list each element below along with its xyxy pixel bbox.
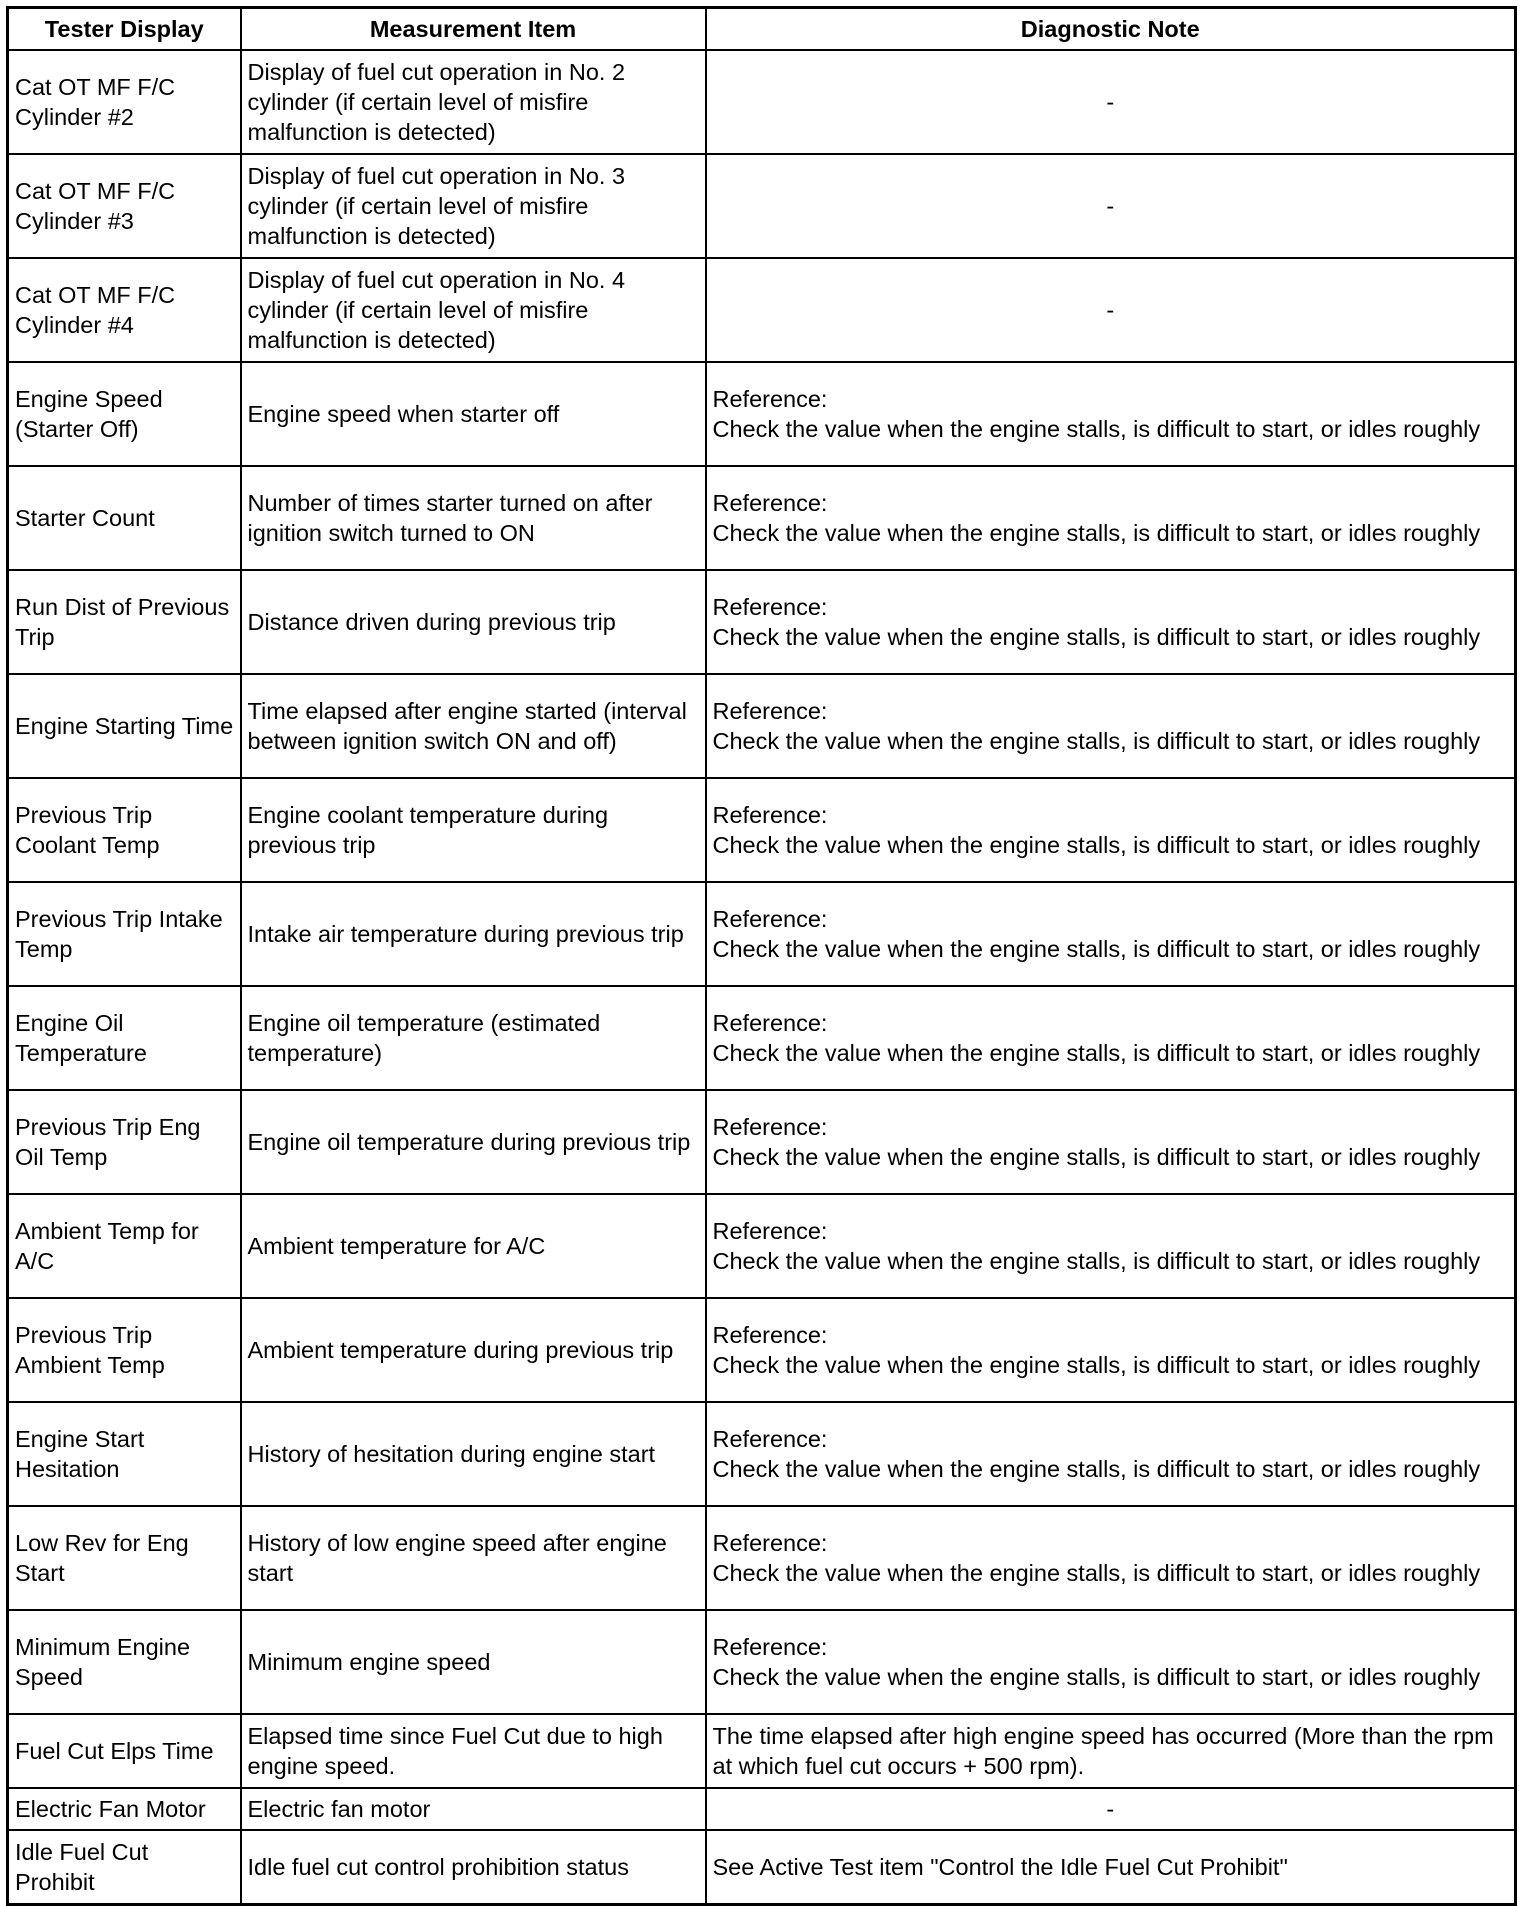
cell-diagnostic-note: - [706, 258, 1516, 362]
cell-diagnostic-note [706, 1090, 1516, 1194]
cell-diagnostic-note: - [706, 1788, 1516, 1830]
cell-tester-display: Fuel Cut Elps Time [8, 1714, 241, 1788]
table-row [8, 154, 1516, 258]
header-tester-display: Tester Display [8, 8, 241, 51]
cell-measurement-item: Intake air temperature during previous trip [241, 882, 706, 986]
cell-measurement-item: Display of fuel cut operation in No. 2 cylinder (if certain level of misfire malfunction is detected) [241, 50, 706, 154]
table-row [8, 1298, 1516, 1402]
reference-label: Reference: [712, 906, 828, 932]
cell-measurement-item: Minimum engine speed [241, 1610, 706, 1714]
table-row [8, 1714, 1516, 1788]
table-row [8, 674, 1516, 778]
reference-label: Reference: [712, 698, 828, 724]
cell-tester-display: Minimum Engine Speed [8, 1610, 241, 1714]
reference-label: Reference: [712, 386, 828, 412]
cell-diagnostic-note [706, 1402, 1516, 1506]
cell-measurement-item: Engine speed when starter off [241, 362, 706, 466]
cell-measurement-item: Engine oil temperature (estimated temperature) [241, 986, 706, 1090]
cell-tester-display: Previous Trip Ambient Temp [8, 1298, 241, 1402]
cell-diagnostic-note [706, 778, 1516, 882]
cell-diagnostic-note [706, 1194, 1516, 1298]
reference-note: Check the value when the engine stalls, is difficult to start, or idles roughly [712, 832, 1481, 858]
cell-measurement-item: Elapsed time since Fuel Cut due to high engine speed. [241, 1714, 706, 1788]
cell-tester-display: Low Rev for Eng Start [8, 1506, 241, 1610]
cell-tester-display: Ambient Temp for A/C [8, 1194, 241, 1298]
reference-label: Reference: [712, 1010, 828, 1036]
table-row [8, 882, 1516, 986]
table-row [8, 258, 1516, 362]
cell-diagnostic-note [706, 1506, 1516, 1610]
table-body [8, 50, 1516, 1905]
header-measurement-item: Measurement Item [241, 8, 706, 51]
cell-measurement-item: Ambient temperature for A/C [241, 1194, 706, 1298]
table-row [8, 1194, 1516, 1298]
reference-label: Reference: [712, 1114, 828, 1140]
reference-label: Reference: [712, 1322, 828, 1348]
reference-label: Reference: [712, 1218, 828, 1244]
cell-measurement-item: Engine coolant temperature during previous trip [241, 778, 706, 882]
table-row [8, 1506, 1516, 1610]
cell-measurement-item: Idle fuel cut control prohibition status [241, 1830, 706, 1905]
cell-diagnostic-note [706, 986, 1516, 1090]
cell-measurement-item: History of low engine speed after engine start [241, 1506, 706, 1610]
cell-tester-display: Previous Trip Coolant Temp [8, 778, 241, 882]
table-row [8, 1402, 1516, 1506]
cell-tester-display: Starter Count [8, 466, 241, 570]
reference-label: Reference: [712, 802, 828, 828]
reference-note: Check the value when the engine stalls, is difficult to start, or idles roughly [712, 1456, 1481, 1482]
table-row [8, 1090, 1516, 1194]
cell-measurement-item: Distance driven during previous trip [241, 570, 706, 674]
table-row [8, 986, 1516, 1090]
cell-tester-display: Engine Starting Time [8, 674, 241, 778]
reference-note: Check the value when the engine stalls, is difficult to start, or idles roughly [712, 1664, 1481, 1690]
reference-note: Check the value when the engine stalls, is difficult to start, or idles roughly [712, 416, 1481, 442]
cell-measurement-item: Ambient temperature during previous trip [241, 1298, 706, 1402]
cell-diagnostic-note: - [706, 50, 1516, 154]
reference-note: Check the value when the engine stalls, is difficult to start, or idles roughly [712, 936, 1481, 962]
table-row [8, 466, 1516, 570]
cell-tester-display: Run Dist of Previous Trip [8, 570, 241, 674]
cell-tester-display: Engine Speed (Starter Off) [8, 362, 241, 466]
reference-label: Reference: [712, 1426, 828, 1452]
table-row [8, 1830, 1516, 1905]
cell-tester-display: Idle Fuel Cut Prohibit [8, 1830, 241, 1905]
cell-measurement-item: Number of times starter turned on after ignition switch turned to ON [241, 466, 706, 570]
cell-diagnostic-note [706, 362, 1516, 466]
reference-note: Check the value when the engine stalls, is difficult to start, or idles roughly [712, 1040, 1481, 1066]
cell-diagnostic-note: See Active Test item "Control the Idle Fuel Cut Prohibit" [706, 1830, 1516, 1905]
table-row [8, 50, 1516, 154]
cell-diagnostic-note [706, 466, 1516, 570]
cell-tester-display: Engine Oil Temperature [8, 986, 241, 1090]
header-diagnostic-note: Diagnostic Note [706, 8, 1516, 51]
table-header-row [8, 8, 1516, 51]
cell-tester-display: Cat OT MF F/C Cylinder #2 [8, 50, 241, 154]
reference-label: Reference: [712, 1530, 828, 1556]
reference-note: Check the value when the engine stalls, is difficult to start, or idles roughly [712, 1560, 1481, 1586]
cell-tester-display: Previous Trip Eng Oil Temp [8, 1090, 241, 1194]
cell-tester-display: Electric Fan Motor [8, 1788, 241, 1830]
table-row [8, 570, 1516, 674]
reference-note: Check the value when the engine stalls, is difficult to start, or idles roughly [712, 624, 1481, 650]
cell-diagnostic-note [706, 882, 1516, 986]
cell-measurement-item: Electric fan motor [241, 1788, 706, 1830]
reference-note: Check the value when the engine stalls, is difficult to start, or idles roughly [712, 728, 1481, 754]
cell-tester-display: Cat OT MF F/C Cylinder #4 [8, 258, 241, 362]
table-row [8, 362, 1516, 466]
cell-diagnostic-note [706, 1610, 1516, 1714]
table-row [8, 778, 1516, 882]
cell-measurement-item: Time elapsed after engine started (interval between ignition switch ON and off) [241, 674, 706, 778]
cell-measurement-item: History of hesitation during engine start [241, 1402, 706, 1506]
reference-note: Check the value when the engine stalls, is difficult to start, or idles roughly [712, 1352, 1481, 1378]
reference-label: Reference: [712, 490, 828, 516]
cell-measurement-item: Display of fuel cut operation in No. 4 cylinder (if certain level of misfire malfunction is detected) [241, 258, 706, 362]
reference-note: Check the value when the engine stalls, is difficult to start, or idles roughly [712, 520, 1481, 546]
data-list-table [6, 6, 1517, 1906]
reference-note: Check the value when the engine stalls, is difficult to start, or idles roughly [712, 1144, 1481, 1170]
cell-tester-display: Previous Trip Intake Temp [8, 882, 241, 986]
cell-measurement-item: Engine oil temperature during previous trip [241, 1090, 706, 1194]
cell-measurement-item: Display of fuel cut operation in No. 3 cylinder (if certain level of misfire malfunction is detected) [241, 154, 706, 258]
cell-diagnostic-note [706, 674, 1516, 778]
cell-tester-display: Cat OT MF F/C Cylinder #3 [8, 154, 241, 258]
cell-tester-display: Engine Start Hesitation [8, 1402, 241, 1506]
table-row [8, 1610, 1516, 1714]
cell-diagnostic-note [706, 1298, 1516, 1402]
cell-diagnostic-note: - [706, 154, 1516, 258]
cell-diagnostic-note [706, 570, 1516, 674]
cell-diagnostic-note: The time elapsed after high engine speed has occurred (More than the rpm at which fuel cut occurs + 500 rpm). [706, 1714, 1516, 1788]
reference-label: Reference: [712, 1634, 828, 1660]
reference-label: Reference: [712, 594, 828, 620]
table-row [8, 1788, 1516, 1830]
reference-note: Check the value when the engine stalls, is difficult to start, or idles roughly [712, 1248, 1481, 1274]
